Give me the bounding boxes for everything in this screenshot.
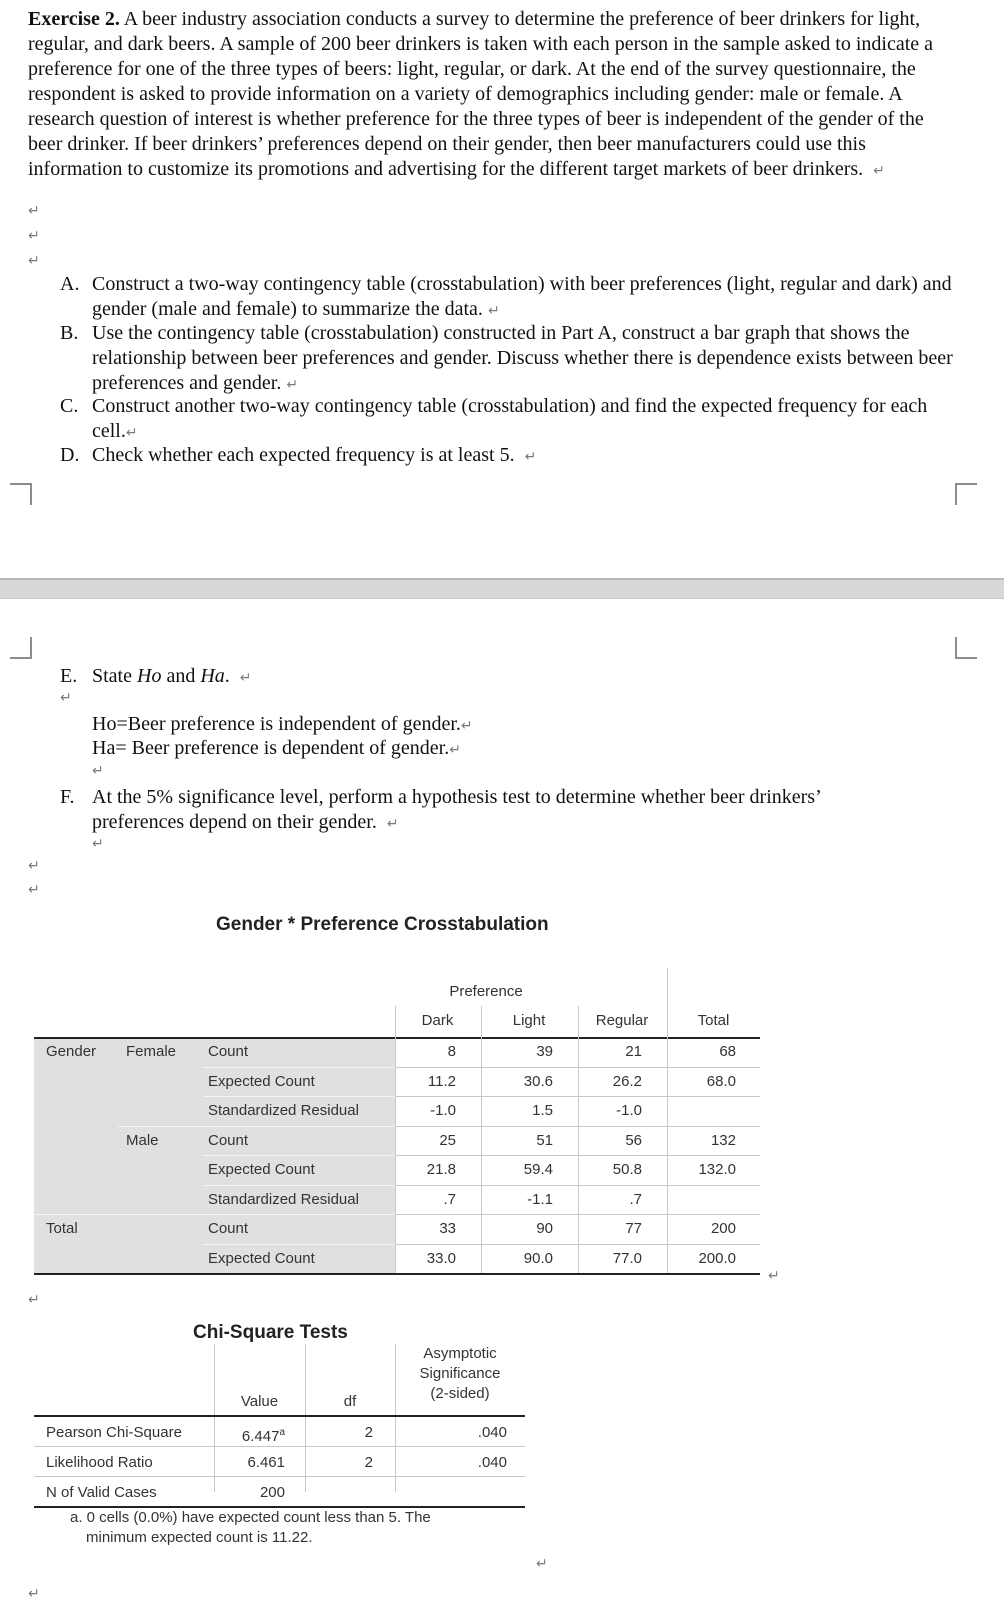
crosstab-row-subgroup: Male <box>126 1131 159 1149</box>
crosstab-cell: 21.8 <box>426 1161 456 1178</box>
crosstab-cell: 132.0 <box>698 1161 736 1178</box>
part-f: F. At the 5% significance level, perform a hypothesis test to determine whether beer drinkers’ preferences depend on their gender. ↵ <box>60 786 821 833</box>
crosstab-cell: 26.2 <box>612 1072 642 1090</box>
page-corner-mark <box>955 637 977 659</box>
chisq-row-label: Pearson Chi-Square <box>46 1424 182 1441</box>
crosstab-stat-label: Expected Count <box>208 1161 315 1178</box>
crosstab-cell: 90.0 <box>523 1249 553 1267</box>
return-mark-icon: ↵ <box>524 449 537 465</box>
crosstab-cell: 132 <box>710 1131 736 1149</box>
return-mark-icon: ↵ <box>239 670 252 686</box>
chisq-header-sig: Asymptotic <box>423 1345 497 1362</box>
part-d: D. Check whether each expected frequency is at least 5. ↵ <box>60 444 537 466</box>
chisq-row-rule <box>34 1446 525 1447</box>
crosstab-cell: 56 <box>625 1131 642 1149</box>
return-mark-icon: ↵ <box>536 1556 548 1572</box>
crosstab-cell: 1.5 <box>532 1102 553 1119</box>
crosstab-col-header: Regular <box>595 1012 649 1029</box>
chisq-title: Chi-Square Tests <box>193 1322 348 1343</box>
return-mark-icon: ↵ <box>487 303 500 319</box>
crosstab-cell: 11.2 <box>427 1072 456 1090</box>
return-mark-icon: ↵ <box>286 377 299 393</box>
crosstab-stat-label: Standardized Residual <box>208 1190 359 1208</box>
crosstab-stat-label: Expected Count <box>208 1072 315 1090</box>
chisq-value <box>214 1448 285 1477</box>
crosstab-cell <box>667 1096 736 1125</box>
return-mark-icon: ↵ <box>28 858 40 874</box>
part-c: C. Construct another two-way contingency table (crosstabulation) and find the expected frequency for each cell.↵ <box>60 395 928 442</box>
crosstab-stat-label: Count <box>208 1043 249 1060</box>
crosstab-cell: 68 <box>719 1043 736 1060</box>
crosstab-cell: -1.0 <box>430 1102 456 1119</box>
crosstab-cell: 39 <box>536 1043 553 1060</box>
chisq-sig: .040 <box>477 1424 507 1441</box>
return-mark-icon: ↵ <box>125 425 138 441</box>
page-corner-mark <box>10 483 32 505</box>
chisq-header-df: df <box>343 1393 357 1410</box>
chisq-value <box>214 1478 285 1507</box>
crosstab-cell: 33.0 <box>426 1249 456 1267</box>
return-mark-icon: ↵ <box>28 253 40 269</box>
crosstab-col-header: Total <box>697 1012 730 1029</box>
crosstab-cell: 50.8 <box>612 1161 642 1178</box>
return-mark-icon: ↵ <box>873 163 885 179</box>
crosstab-stat-label: Count <box>208 1131 249 1149</box>
crosstab-cell: 21 <box>625 1043 642 1060</box>
crosstab-cell: 59.4 <box>523 1161 553 1178</box>
return-mark-icon: ↵ <box>28 1586 40 1602</box>
chisq-footnote: a. 0 cells (0.0%) have expected count less than 5. The <box>70 1509 431 1526</box>
chisq-value-text: 6.461 <box>247 1454 285 1471</box>
crosstab-cell: -1.1 <box>527 1190 553 1208</box>
chisq-value-text: 6.447 <box>241 1428 280 1445</box>
crosstab-group-header: Preference <box>449 983 523 1000</box>
return-mark-icon: ↵ <box>92 763 104 779</box>
crosstab-bottom-rule <box>34 1273 760 1275</box>
crosstab-cell: 90 <box>536 1220 553 1237</box>
crosstab-cell: 77 <box>625 1220 642 1237</box>
page-corner-mark <box>955 483 977 505</box>
return-mark-icon: ↵ <box>28 228 40 244</box>
chisq-df: 2 <box>364 1454 373 1471</box>
crosstab-cell <box>667 1185 736 1214</box>
crosstab-cell: 25 <box>439 1131 456 1149</box>
crosstab-col-header: Dark <box>421 1012 454 1029</box>
crosstab-row-subgroup: Female <box>126 1043 177 1060</box>
crosstab-row-group: Total <box>46 1220 78 1237</box>
part-a: A. Construct a two-way contingency table (crosstabulation) with beer preferences (light, regular and dark) and gender (male and female) to summarize the data. ↵ <box>60 273 952 320</box>
crosstab-cell: 33 <box>439 1220 456 1237</box>
crosstab-cell: 51 <box>536 1131 553 1149</box>
part-b: B. Use the contingency table (crosstabulation) constructed in Part A, construct a bar graph that shows the relationship between beer preferences and gender. Discuss whether there is dependence exists between beer preferences and gender. ↵ <box>60 322 953 394</box>
crosstab-cell: .7 <box>629 1190 642 1208</box>
chisq-value-text: 200 <box>259 1484 285 1501</box>
crosstab-stat-label: Expected Count <box>208 1249 315 1267</box>
chisq-row-label: N of Valid Cases <box>46 1484 157 1501</box>
exercise-label: Exercise 2. <box>28 8 120 30</box>
chisq-header-rule <box>34 1415 525 1417</box>
chisq-header-sig: (2-sided) <box>430 1385 490 1402</box>
crosstab-cell: 200.0 <box>698 1249 736 1267</box>
crosstab-col-header: Light <box>512 1012 546 1029</box>
chisq-header-value: Value <box>240 1393 279 1410</box>
return-mark-icon: ↵ <box>386 816 399 832</box>
page-break <box>0 578 1004 599</box>
crosstab-cell: 77.0 <box>612 1249 642 1267</box>
crosstab-row-group: Gender <box>46 1043 97 1060</box>
chisq-header-sig: Significance <box>419 1365 501 1382</box>
crosstab-stat-label: Standardized Residual <box>208 1102 359 1119</box>
chisq-sig: .040 <box>477 1454 507 1471</box>
crosstab-cell: 8 <box>447 1043 456 1060</box>
crosstab-stat-label: Count <box>208 1220 249 1237</box>
chisq-footnote: minimum expected count is 11.22. <box>86 1529 313 1546</box>
crosstab-cell: 200 <box>710 1220 736 1237</box>
return-mark-icon: ↵ <box>28 882 40 898</box>
crosstab-cell: 30.6 <box>523 1072 553 1090</box>
return-mark-icon: ↵ <box>28 203 40 219</box>
crosstab-cell: -1.0 <box>616 1102 642 1119</box>
part-e: E. State Ho and Ha. ↵ <box>60 665 252 687</box>
crosstab-cell: .7 <box>443 1190 456 1208</box>
return-mark-icon: ↵ <box>92 836 104 852</box>
chisq-footnote-marker: a <box>279 1427 285 1438</box>
return-mark-icon: ↵ <box>28 1292 40 1308</box>
return-mark-icon: ↵ <box>768 1268 780 1284</box>
intro-text: A beer industry association conducts a survey to determine the preference of beer drinkers for light, regular, and dark beers. A sample of 200 beer drinkers is taken with each person in the sample asked to indicate a preference for one of the three types of beers: light, regular, or dark. At the end of the survey questionnaire, the respondent is asked to provide information on a variety of demographics including gender: male or female. A research question of interest is whether preference for the three types of beer is independent of the gender of the beer drinker. If beer drinkers’ preferences depend on their gender, then beer manufacturers could use this information to customize its promotions and advertising for the different target markets of beer drinkers. <box>28 8 934 180</box>
chisq-value <box>214 1418 285 1447</box>
page-corner-mark <box>10 637 32 659</box>
chisq-row-rule <box>34 1476 525 1477</box>
intro-paragraph <box>28 7 958 184</box>
hypothesis-alternative: Ha= Beer preference is dependent of gender.↵ <box>92 737 461 759</box>
chisq-df: 2 <box>364 1424 373 1441</box>
chisq-row-label: Likelihood Ratio <box>46 1454 153 1471</box>
return-mark-icon: ↵ <box>60 690 72 706</box>
crosstab-cell: 68.0 <box>706 1072 736 1090</box>
crosstab-title: Gender * Preference Crosstabulation <box>216 914 549 935</box>
hypothesis-null: Ho=Beer preference is independent of gender.↵ <box>92 713 473 735</box>
